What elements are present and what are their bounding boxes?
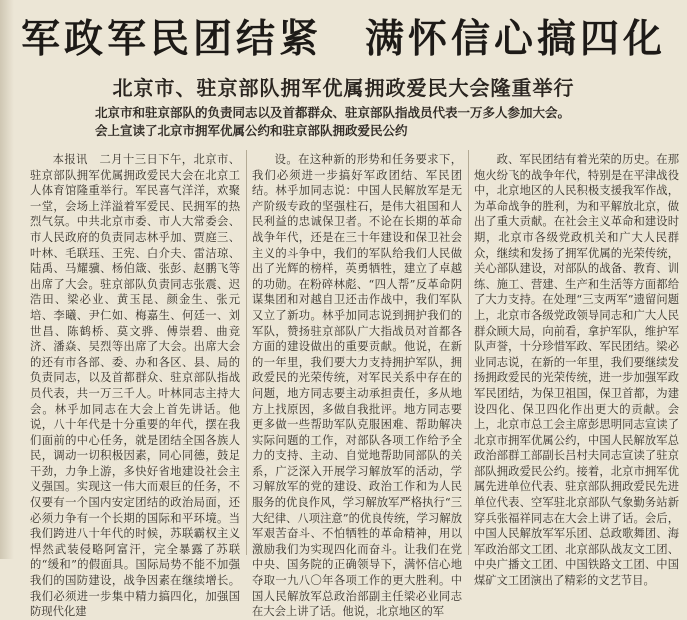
body-text: 设。在这种新的形势和任务要求下，我们必须进一步搞好军政团结、军民团结。林乎加同志说：中国人民解放军是无产阶级专政的坚强柱石，是伟大祖国和人民利益的忠诚保卫者。不论在长期的革命战争年代，还是在三十年建设和保卫社会主义的斗争中，我们的军队给我们人民做出了光辉的榜样，英勇牺牲，建立了卓越的功勋。在粉碎林彪、“四人帮”反革命阴谋集团和对越自卫还击作战中，我们军队又立了新功。林乎加同志说到拥护我们的军队，赞扬驻京部队广大指战员对首都各方面的建设做出的重要贡献。他说，在新的一年里，我们要大力支持拥护军队，拥政爱民的光荣传统，对军民关系中存在的问题，地方同志要主动承担责任，多从地方上找原因，多做自我批评。地方同志要更多做一些帮助军队克服困难、帮助解决实际问题的工作，对部队各项工作给予全力的支持、主动、自觉地帮助同部队的关系，广泛深入开展学习解放军的活动，学习解放军的党的建设、政治工作和为人民服务的优良作风，学习解放军严格执行“三大纪律、八项注意”的优良传统，学习解放军艰苦奋斗、不怕牺牲的革命精神，用以激励我们为实现四化而奋斗。让我们在党中央、国务院的正确领导下，满怀信心地夺取一九八〇年各项工作的更大胜利。中国人民解放军总政治部副主任梁必业同志在大会上讲了话。他说，北京地区的军 — [252, 153, 462, 619]
subheadline: 北京市、驻京部队拥军优属拥政爱民大会隆重举行 — [112, 76, 575, 100]
body-column-3 — [474, 152, 679, 588]
body-text: 本报讯 二月十三日下午，北京市、驻京部队拥军优属拥政爱民大会在北京工人体育馆隆重举行。军民喜气洋洋，欢聚一堂，会场上洋溢着军爱民、民拥军的热烈气氛。中共北京市委、市人大常委会、市人民政府的负责同志林乎加、贾庭三、叶林、毛联珏、王宪、白介夫、雷洁琼、陆禹、马耀骥、杨伯箴、张彭、赵鹏飞等出席了大会。驻京部队负责同志张震、迟浩田、梁必业、黄玉昆、颜金生、张元培、李曦、尹仁如、梅嘉生、何廷一、刘世昌、陈鹤桥、莫文骅、傅崇碧、曲竞济、潘焱、吴烈等出席了大会。出席大会的还有市各部、委、办和各区、县、局的负责同志，以及首都群众、驻京部队指战员代表，共一万三千人。叶林同志主持大会。林乎加同志在大会上首先讲话。他说，八十年代是十分重要的年代，摆在我们面前的中心任务，就是团结全国各族人民，调动一切积极因素，同心同德，鼓足干劲，力争上游，多快好省地建设社会主义强国。实现这一伟大而艰巨的任务，不仅要有一个国内安定团结的政治局面，还必须力争有一个长期的国际和平环境。当我们跨进八十年代的时候，苏联霸权主义悍然武装侵略阿富汗，完全暴露了苏联的“缓和”的假面具。国际局势不能不加强我们的国防建设，战争因素在继续增长。我们必须进一步集中精力搞四化，加强国防现代化建 — [30, 153, 240, 619]
body-text: 政、军民团结有着光荣的历史。在那炮火纷飞的战争年代，特别是在平津战役中，北京地区的人民积极支援我军作战，为革命战争的胜利，为和平解放北京，做出了重大贡献。在社会主义革命和建设时期，北京市各级党政机关和广大人民群众，继续和发扬了拥军优属的光荣传统，关心部队建设，对部队的战备、教育、训练、施工、营建、生产和生活等方面都给了大力支持。在处理“三支两军”遗留问题上，北京市各级党政领导同志和广大人民群众顾大局，向前看，拿护军队，维护军队声誉，十分珍惜军政、军民团结。梁必业同志说，在新的一年里，我们要继续发扬拥政爱民的光荣传统，进一步加强军政军民团结，为保卫祖国，保卫首都，为建设四化、保卫四化作出更大的贡献。会上，北京市总工会主席彭思明同志宣读了北京市拥军优属公约，中国人民解放军总政治部群工部副长吕村夫同志宣读了驻京部队拥政爱民公约。接着，北京市拥军优属先进单位代表、驻京部队拥政爱民先进单位代表、空军驻北京部队气象勤务站新穿兵张福祥同志在大会上讲了话。会后，中国人民解放军军乐团、总政歌舞团、海军政治部文工团、北京部队战友文工团、中央广播文工团、中国铁路文工团、中国煤矿文工团演出了精彩的文艺节目。 — [474, 153, 679, 588]
body-column-2 — [252, 152, 462, 619]
deck-line-2: 会上宣读了北京市拥军优属公约和驻京部队拥政爱民公约 — [95, 123, 408, 138]
column-divider — [468, 150, 469, 555]
headline: 军政军民团结紧 满怀信心搞四化 — [20, 16, 666, 62]
deck-line-1: 北京市和驻京部队的负责同志以及首都群众、驻京部队指战员代表一万多人参加大会。 — [95, 105, 571, 120]
body-column-1 — [30, 152, 240, 619]
column-divider — [246, 150, 247, 555]
